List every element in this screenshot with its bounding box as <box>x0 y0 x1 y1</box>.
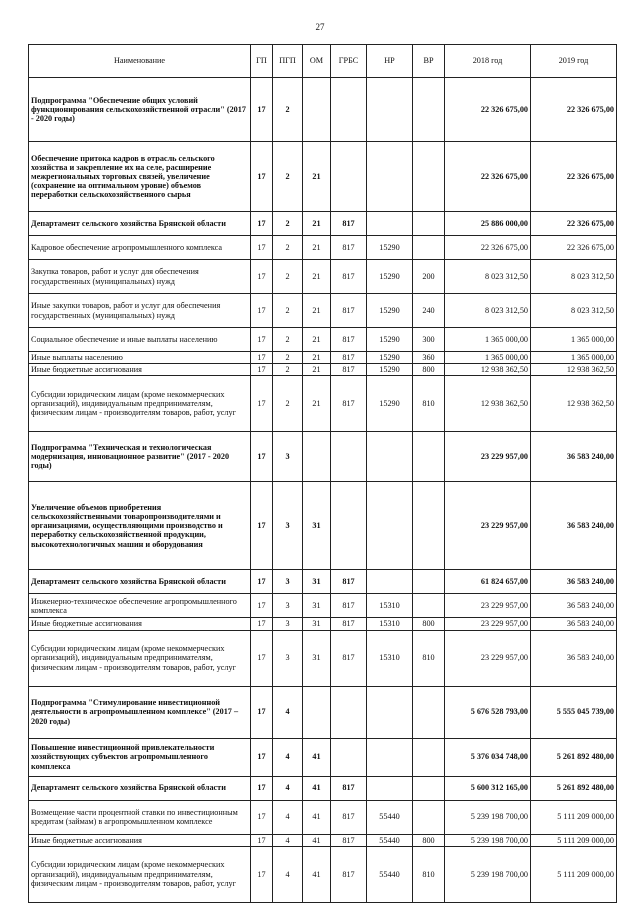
cell-grbs: 817 <box>331 594 367 618</box>
cell-2018: 23 229 957,00 <box>445 482 531 570</box>
cell-gp: 17 <box>251 260 273 294</box>
cell-2018: 12 938 362,50 <box>445 364 531 376</box>
cell-nr: 15290 <box>367 364 413 376</box>
cell-gp: 17 <box>251 738 273 776</box>
cell-vr <box>413 432 445 482</box>
cell-name: Иные бюджетные ассигнования <box>29 834 251 846</box>
cell-gp: 17 <box>251 364 273 376</box>
cell-name: Инженерно-техническое обеспечение агропромышленного комплекса <box>29 594 251 618</box>
table-row <box>29 352 617 364</box>
table-row <box>29 78 617 142</box>
cell-name: Подпрограмма "Техническая и технологическая модернизация, инновационное развитие" (2017 - 2020 годы) <box>29 432 251 482</box>
cell-grbs <box>331 142 367 212</box>
cell-nr: 15290 <box>367 260 413 294</box>
cell-name: Департамент сельского хозяйства Брянской области <box>29 776 251 800</box>
cell-2018: 23 229 957,00 <box>445 594 531 618</box>
cell-2019: 12 938 362,50 <box>531 376 617 432</box>
cell-om: 21 <box>303 328 331 352</box>
cell-2018: 5 676 528 793,00 <box>445 686 531 738</box>
cell-om <box>303 78 331 142</box>
cell-vr: 800 <box>413 834 445 846</box>
cell-name: Субсидии юридическим лицам (кроме некоммерческих организаций), индивидуальным предпринимателям, физическим лицам - производителям товаров, работ, услуг <box>29 846 251 902</box>
table-header-row <box>29 45 617 78</box>
table-row <box>29 834 617 846</box>
cell-pgp: 2 <box>273 236 303 260</box>
cell-grbs: 817 <box>331 236 367 260</box>
cell-gp: 17 <box>251 776 273 800</box>
cell-vr <box>413 482 445 570</box>
cell-pgp: 3 <box>273 630 303 686</box>
cell-pgp: 3 <box>273 594 303 618</box>
cell-pgp: 4 <box>273 776 303 800</box>
cell-gp: 17 <box>251 142 273 212</box>
col-header-nr: НР <box>367 45 413 78</box>
cell-vr <box>413 78 445 142</box>
cell-gp: 17 <box>251 834 273 846</box>
cell-nr <box>367 142 413 212</box>
cell-2018: 8 023 312,50 <box>445 294 531 328</box>
cell-om: 21 <box>303 212 331 236</box>
table-row <box>29 482 617 570</box>
cell-pgp: 4 <box>273 738 303 776</box>
col-header-vr: ВР <box>413 45 445 78</box>
table-row <box>29 738 617 776</box>
cell-2018: 5 600 312 165,00 <box>445 776 531 800</box>
table-row <box>29 630 617 686</box>
table-row <box>29 618 617 630</box>
cell-nr: 15290 <box>367 236 413 260</box>
cell-name: Увеличение объемов приобретения сельскохозяйственными товаропроизводителями и организациями, осуществляющими производство и переработку сельскохозяйственной продукции, высокотехнологичных машин и оборудования <box>29 482 251 570</box>
cell-om: 31 <box>303 482 331 570</box>
cell-nr <box>367 776 413 800</box>
cell-name: Подпрограмма "Стимулирование инвестиционной деятельности в агропромышленном комплексе" (2017 – 2020 годы) <box>29 686 251 738</box>
cell-2018: 22 326 675,00 <box>445 142 531 212</box>
cell-nr: 15310 <box>367 630 413 686</box>
cell-grbs: 817 <box>331 376 367 432</box>
cell-nr <box>367 686 413 738</box>
cell-nr: 55440 <box>367 834 413 846</box>
cell-vr <box>413 142 445 212</box>
cell-vr <box>413 686 445 738</box>
cell-2019: 5 555 045 739,00 <box>531 686 617 738</box>
cell-pgp: 2 <box>273 212 303 236</box>
cell-grbs: 817 <box>331 328 367 352</box>
cell-2019: 36 583 240,00 <box>531 432 617 482</box>
cell-name: Социальное обеспечение и иные выплаты населению <box>29 328 251 352</box>
cell-grbs: 817 <box>331 618 367 630</box>
page-number: 27 <box>315 22 325 32</box>
cell-om: 31 <box>303 630 331 686</box>
cell-grbs <box>331 686 367 738</box>
cell-om: 21 <box>303 260 331 294</box>
cell-2019: 8 023 312,50 <box>531 260 617 294</box>
cell-pgp: 2 <box>273 294 303 328</box>
cell-2018: 5 376 034 748,00 <box>445 738 531 776</box>
cell-grbs: 817 <box>331 364 367 376</box>
cell-grbs: 817 <box>331 630 367 686</box>
cell-gp: 17 <box>251 570 273 594</box>
cell-grbs: 817 <box>331 570 367 594</box>
cell-vr: 360 <box>413 352 445 364</box>
cell-om: 21 <box>303 364 331 376</box>
cell-pgp: 2 <box>273 352 303 364</box>
cell-gp: 17 <box>251 800 273 834</box>
cell-gp: 17 <box>251 432 273 482</box>
cell-2019: 36 583 240,00 <box>531 618 617 630</box>
cell-gp: 17 <box>251 294 273 328</box>
cell-vr: 800 <box>413 364 445 376</box>
cell-pgp: 4 <box>273 800 303 834</box>
cell-name: Департамент сельского хозяйства Брянской области <box>29 570 251 594</box>
cell-name: Субсидии юридическим лицам (кроме некоммерческих организаций), индивидуальным предпринимателям, физическим лицам - производителям товаров, работ, услуг <box>29 630 251 686</box>
cell-grbs <box>331 482 367 570</box>
cell-pgp: 2 <box>273 328 303 352</box>
cell-2018: 22 326 675,00 <box>445 78 531 142</box>
cell-om: 21 <box>303 294 331 328</box>
cell-om: 41 <box>303 846 331 902</box>
cell-om <box>303 686 331 738</box>
cell-gp: 17 <box>251 482 273 570</box>
cell-2018: 5 239 198 700,00 <box>445 846 531 902</box>
cell-gp: 17 <box>251 686 273 738</box>
cell-vr <box>413 236 445 260</box>
table-row <box>29 432 617 482</box>
cell-pgp: 3 <box>273 432 303 482</box>
cell-2019: 36 583 240,00 <box>531 570 617 594</box>
cell-2019: 36 583 240,00 <box>531 630 617 686</box>
cell-2018: 12 938 362,50 <box>445 376 531 432</box>
cell-nr: 15310 <box>367 618 413 630</box>
cell-name: Иные закупки товаров, работ и услуг для обеспечения государственных (муниципальных) нужд <box>29 294 251 328</box>
cell-vr <box>413 800 445 834</box>
cell-grbs: 817 <box>331 834 367 846</box>
table-row <box>29 294 617 328</box>
cell-2019: 22 326 675,00 <box>531 142 617 212</box>
cell-2019: 5 261 892 480,00 <box>531 738 617 776</box>
table-row <box>29 800 617 834</box>
cell-nr <box>367 432 413 482</box>
cell-2018: 5 239 198 700,00 <box>445 800 531 834</box>
cell-grbs: 817 <box>331 260 367 294</box>
cell-gp: 17 <box>251 846 273 902</box>
cell-nr: 15290 <box>367 328 413 352</box>
cell-name: Кадровое обеспечение агропромышленного комплекса <box>29 236 251 260</box>
cell-vr <box>413 570 445 594</box>
table-row <box>29 212 617 236</box>
cell-om: 31 <box>303 618 331 630</box>
table-row <box>29 686 617 738</box>
cell-name: Департамент сельского хозяйства Брянской области <box>29 212 251 236</box>
cell-name: Обеспечение притока кадров в отрасль сельского хозяйства и закрепление их на селе, расширение межрегиональных торговых связей, увеличение (сохранение на оптимальном уровне) объемов переработки сельскохозяйственного сырья <box>29 142 251 212</box>
cell-nr <box>367 78 413 142</box>
cell-pgp: 3 <box>273 570 303 594</box>
cell-gp: 17 <box>251 618 273 630</box>
cell-pgp: 2 <box>273 142 303 212</box>
cell-2018: 8 023 312,50 <box>445 260 531 294</box>
cell-gp: 17 <box>251 328 273 352</box>
cell-2019: 5 111 209 000,00 <box>531 846 617 902</box>
cell-vr: 240 <box>413 294 445 328</box>
cell-grbs: 817 <box>331 352 367 364</box>
cell-vr: 810 <box>413 376 445 432</box>
table-row <box>29 364 617 376</box>
cell-name: Иные выплаты населению <box>29 352 251 364</box>
cell-2019: 36 583 240,00 <box>531 482 617 570</box>
cell-2019: 5 261 892 480,00 <box>531 776 617 800</box>
table-row <box>29 142 617 212</box>
table-row <box>29 846 617 902</box>
cell-gp: 17 <box>251 594 273 618</box>
cell-om: 41 <box>303 776 331 800</box>
cell-pgp: 2 <box>273 376 303 432</box>
col-header-om: ОМ <box>303 45 331 78</box>
cell-grbs: 817 <box>331 212 367 236</box>
cell-vr <box>413 738 445 776</box>
cell-vr: 200 <box>413 260 445 294</box>
col-header-name: Наименование <box>29 45 251 78</box>
cell-gp: 17 <box>251 212 273 236</box>
cell-2019: 36 583 240,00 <box>531 594 617 618</box>
cell-name: Повышение инвестиционной привлекательности хозяйствующих субъектов агропромышленного комплекса <box>29 738 251 776</box>
cell-2019: 22 326 675,00 <box>531 212 617 236</box>
cell-grbs <box>331 432 367 482</box>
cell-pgp: 2 <box>273 260 303 294</box>
col-header-2019: 2019 год <box>531 45 617 78</box>
cell-nr: 55440 <box>367 846 413 902</box>
cell-nr <box>367 570 413 594</box>
cell-om: 31 <box>303 570 331 594</box>
cell-nr <box>367 482 413 570</box>
cell-nr: 15290 <box>367 352 413 364</box>
cell-2019: 22 326 675,00 <box>531 78 617 142</box>
cell-vr <box>413 776 445 800</box>
cell-vr: 300 <box>413 328 445 352</box>
cell-nr <box>367 212 413 236</box>
table-row <box>29 328 617 352</box>
cell-nr: 15290 <box>367 294 413 328</box>
col-header-2018: 2018 год <box>445 45 531 78</box>
cell-2018: 5 239 198 700,00 <box>445 834 531 846</box>
cell-vr <box>413 594 445 618</box>
col-header-gp: ГП <box>251 45 273 78</box>
cell-om: 41 <box>303 834 331 846</box>
table-row <box>29 570 617 594</box>
cell-nr: 15310 <box>367 594 413 618</box>
cell-grbs <box>331 78 367 142</box>
cell-gp: 17 <box>251 376 273 432</box>
cell-2019: 5 111 209 000,00 <box>531 800 617 834</box>
cell-grbs: 817 <box>331 294 367 328</box>
cell-om: 41 <box>303 800 331 834</box>
cell-grbs: 817 <box>331 846 367 902</box>
cell-2019: 1 365 000,00 <box>531 352 617 364</box>
cell-vr: 810 <box>413 846 445 902</box>
cell-gp: 17 <box>251 630 273 686</box>
cell-om: 21 <box>303 236 331 260</box>
cell-om: 21 <box>303 376 331 432</box>
cell-gp: 17 <box>251 78 273 142</box>
cell-2018: 23 229 957,00 <box>445 618 531 630</box>
cell-pgp: 3 <box>273 618 303 630</box>
cell-2019: 22 326 675,00 <box>531 236 617 260</box>
cell-2018: 23 229 957,00 <box>445 630 531 686</box>
cell-name: Закупка товаров, работ и услуг для обеспечения государственных (муниципальных) нужд <box>29 260 251 294</box>
cell-2018: 61 824 657,00 <box>445 570 531 594</box>
cell-om: 31 <box>303 594 331 618</box>
cell-vr: 800 <box>413 618 445 630</box>
cell-2019: 8 023 312,50 <box>531 294 617 328</box>
cell-2018: 23 229 957,00 <box>445 432 531 482</box>
cell-nr: 15290 <box>367 376 413 432</box>
cell-2018: 25 886 000,00 <box>445 212 531 236</box>
cell-name: Иные бюджетные ассигнования <box>29 618 251 630</box>
cell-2018: 1 365 000,00 <box>445 352 531 364</box>
cell-pgp: 2 <box>273 364 303 376</box>
col-header-pgp: ПГП <box>273 45 303 78</box>
cell-gp: 17 <box>251 352 273 364</box>
cell-vr: 810 <box>413 630 445 686</box>
cell-pgp: 4 <box>273 686 303 738</box>
cell-grbs: 817 <box>331 800 367 834</box>
cell-2019: 1 365 000,00 <box>531 328 617 352</box>
cell-grbs <box>331 738 367 776</box>
cell-2019: 12 938 362,50 <box>531 364 617 376</box>
cell-gp: 17 <box>251 236 273 260</box>
col-header-grbs: ГРБС <box>331 45 367 78</box>
table-row <box>29 236 617 260</box>
cell-nr: 55440 <box>367 800 413 834</box>
cell-name: Субсидии юридическим лицам (кроме некоммерческих организаций), индивидуальным предпринимателям, физическим лицам - производителям товаров, работ, услуг <box>29 376 251 432</box>
table-row <box>29 376 617 432</box>
table-body <box>29 78 617 903</box>
cell-om: 21 <box>303 142 331 212</box>
cell-pgp: 4 <box>273 834 303 846</box>
cell-2018: 1 365 000,00 <box>445 328 531 352</box>
cell-name: Подпрограмма "Обеспечение общих условий функционирования сельскохозяйственной отрасли" (2017 - 2020 годы) <box>29 78 251 142</box>
cell-nr <box>367 738 413 776</box>
cell-om: 41 <box>303 738 331 776</box>
table-row <box>29 776 617 800</box>
cell-2018: 22 326 675,00 <box>445 236 531 260</box>
cell-pgp: 3 <box>273 482 303 570</box>
cell-grbs: 817 <box>331 776 367 800</box>
cell-vr <box>413 212 445 236</box>
cell-pgp: 4 <box>273 846 303 902</box>
table-row <box>29 594 617 618</box>
budget-table <box>28 44 617 903</box>
cell-om <box>303 432 331 482</box>
cell-name: Возмещение части процентной ставки по инвестиционным кредитам (займам) в агропромышленном комплексе <box>29 800 251 834</box>
cell-om: 21 <box>303 352 331 364</box>
cell-pgp: 2 <box>273 78 303 142</box>
cell-2019: 5 111 209 000,00 <box>531 834 617 846</box>
table-row <box>29 260 617 294</box>
cell-name: Иные бюджетные ассигнования <box>29 364 251 376</box>
